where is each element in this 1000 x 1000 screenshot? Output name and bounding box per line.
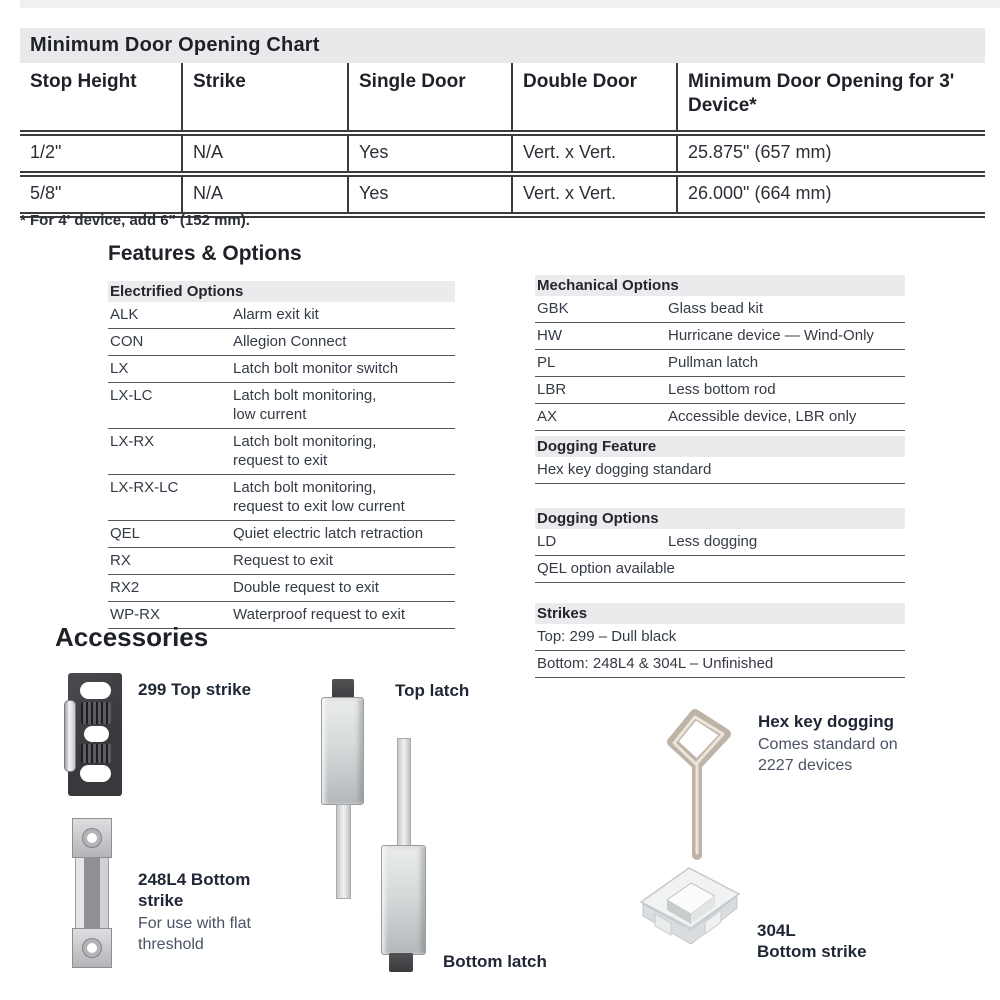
strike-ridge bbox=[81, 744, 111, 763]
bottom-strike-248-image bbox=[72, 818, 112, 968]
option-row bbox=[535, 323, 905, 350]
top-strike-299-label: 299 Top strike bbox=[138, 680, 252, 699]
hex-key-label: Hex key dogging bbox=[758, 712, 895, 731]
option-desc: Latch bolt monitoring, low current bbox=[233, 387, 377, 423]
top-strike-299-image bbox=[64, 673, 126, 801]
cell-stop-height: 5/8" bbox=[20, 174, 182, 215]
strikes-top-row: Top: 299 – Dull black bbox=[535, 624, 905, 651]
option-code: LX-LC bbox=[110, 387, 153, 404]
strike-slot bbox=[80, 682, 111, 699]
option-row bbox=[108, 548, 455, 575]
option-desc: Less dogging bbox=[668, 533, 758, 550]
strike-ridge bbox=[81, 702, 111, 724]
section-title-mechanical: Mechanical Options bbox=[535, 275, 905, 296]
option-row bbox=[108, 575, 455, 602]
bottom-strike-248-block bbox=[138, 869, 288, 955]
bottom-latch-tab bbox=[389, 953, 413, 972]
option-code: WP-RX bbox=[110, 606, 160, 623]
section-title-dogging-options: Dogging Options bbox=[535, 508, 905, 529]
option-row bbox=[108, 356, 455, 383]
table-row bbox=[20, 174, 985, 215]
option-desc: Hurricane device — Wind-Only bbox=[668, 327, 874, 344]
table-header-row bbox=[20, 63, 985, 133]
option-code: GBK bbox=[537, 300, 569, 317]
features-options-heading: Features & Options bbox=[108, 242, 302, 265]
option-code: RX2 bbox=[110, 579, 140, 596]
option-row bbox=[108, 329, 455, 356]
minimum-door-opening-chart bbox=[20, 28, 985, 218]
bottom-strike-248-sub: For use with flat threshold bbox=[138, 915, 251, 953]
bottom-strike-248-label: 248L4 Bottom strike bbox=[138, 870, 251, 910]
top-divider bbox=[20, 0, 1000, 8]
top-latch-tab bbox=[332, 679, 354, 699]
option-code: AX bbox=[537, 408, 558, 425]
option-code: PL bbox=[537, 354, 556, 371]
door-opening-table bbox=[20, 63, 985, 218]
option-desc: Latch bolt monitoring, request to exit low current bbox=[233, 479, 405, 515]
option-code: QEL bbox=[110, 525, 141, 542]
table-footnote: * For 4' device, add 6" (152 mm). bbox=[20, 212, 250, 229]
option-row bbox=[108, 302, 455, 329]
dogging-feature-section bbox=[535, 436, 905, 484]
option-code: LD bbox=[537, 533, 557, 550]
top-latch-label: Top latch bbox=[395, 681, 470, 700]
strikes-bottom-row: Bottom: 248L4 & 304L – Unfinished bbox=[535, 651, 905, 678]
strike-roller bbox=[64, 700, 76, 772]
cell-strike: N/A bbox=[182, 174, 348, 215]
section-title-dogging-feature: Dogging Feature bbox=[535, 436, 905, 457]
option-code: LX-RX-LC bbox=[110, 479, 179, 496]
option-desc: Alarm exit kit bbox=[233, 306, 319, 323]
chart-title-band bbox=[20, 28, 985, 63]
strike-slot bbox=[80, 765, 111, 782]
option-code: LBR bbox=[537, 381, 567, 398]
mechanical-options-section bbox=[535, 275, 905, 431]
bottom-latch-label: Bottom latch bbox=[443, 952, 547, 971]
option-desc: Glass bead kit bbox=[668, 300, 764, 317]
option-row bbox=[535, 377, 905, 404]
table-row bbox=[20, 133, 985, 174]
accessories-heading: Accessories bbox=[55, 622, 209, 652]
option-desc: Allegion Connect bbox=[233, 333, 347, 350]
option-row bbox=[108, 383, 455, 429]
cell-double-door: Vert. x Vert. bbox=[512, 133, 677, 174]
top-latch-rod bbox=[336, 804, 351, 899]
strikes-section bbox=[535, 603, 905, 678]
section-title-electrified: Electrified Options bbox=[108, 281, 455, 302]
header-min-opening: Minimum Door Opening for 3' Device* bbox=[677, 63, 985, 133]
dogging-options-section bbox=[535, 508, 905, 583]
cell-double-door: Vert. x Vert. bbox=[512, 174, 677, 215]
dogging-options-note: QEL option available bbox=[535, 556, 905, 583]
header-double-door: Double Door bbox=[512, 63, 677, 133]
cell-stop-height: 1/2" bbox=[20, 133, 182, 174]
option-desc: Less bottom rod bbox=[668, 381, 776, 398]
option-desc: Waterproof request to exit bbox=[233, 606, 406, 623]
option-row bbox=[108, 521, 455, 548]
screw-hole bbox=[83, 939, 101, 957]
top-latch-body bbox=[321, 697, 364, 805]
bottom-latch-rod bbox=[397, 738, 411, 848]
option-code: HW bbox=[537, 327, 562, 344]
option-desc: Latch bolt monitor switch bbox=[233, 360, 399, 377]
cell-single-door: Yes bbox=[348, 174, 512, 215]
option-code: ALK bbox=[110, 306, 139, 323]
chart-title: Minimum Door Opening Chart bbox=[30, 34, 320, 56]
cell-single-door: Yes bbox=[348, 133, 512, 174]
option-desc: Quiet electric latch retraction bbox=[233, 525, 424, 542]
cell-min-opening: 26.000" (664 mm) bbox=[677, 174, 985, 215]
strike-slot bbox=[84, 726, 109, 742]
hex-key-graphic bbox=[658, 703, 750, 861]
option-desc: Double request to exit bbox=[233, 579, 379, 596]
option-code: CON bbox=[110, 333, 144, 350]
cell-strike: N/A bbox=[182, 133, 348, 174]
option-code: LX-RX bbox=[110, 433, 155, 450]
option-row bbox=[535, 350, 905, 377]
hex-key-block bbox=[758, 711, 928, 776]
option-desc: Latch bolt monitoring, request to exit bbox=[233, 433, 377, 469]
electrified-options-section bbox=[108, 281, 455, 629]
option-row bbox=[535, 404, 905, 431]
dogging-feature-note: Hex key dogging standard bbox=[535, 457, 905, 484]
option-desc: Accessible device, LBR only bbox=[668, 408, 857, 425]
header-strike: Strike bbox=[182, 63, 348, 133]
option-row bbox=[535, 296, 905, 323]
bottom-strike-304-graphic bbox=[633, 860, 747, 968]
option-row bbox=[535, 529, 905, 556]
bottom-strike-304-label: 304L Bottom strike bbox=[757, 921, 867, 961]
cell-min-opening: 25.875" (657 mm) bbox=[677, 133, 985, 174]
screw-hole bbox=[83, 829, 101, 847]
header-single-door: Single Door bbox=[348, 63, 512, 133]
header-stop-height: Stop Height bbox=[20, 63, 182, 133]
option-code: LX bbox=[110, 360, 129, 377]
option-desc: Request to exit bbox=[233, 552, 334, 569]
bottom-strike-304-image bbox=[633, 860, 747, 968]
hex-key-sub: Comes standard on 2227 devices bbox=[758, 736, 898, 774]
bottom-latch-body bbox=[381, 845, 426, 955]
option-code: RX bbox=[110, 552, 131, 569]
section-title-strikes: Strikes bbox=[535, 603, 905, 624]
option-row bbox=[108, 429, 455, 475]
hex-key-image bbox=[658, 703, 750, 861]
option-desc: Pullman latch bbox=[668, 354, 759, 371]
option-row bbox=[108, 475, 455, 521]
strike-channel bbox=[75, 858, 109, 928]
